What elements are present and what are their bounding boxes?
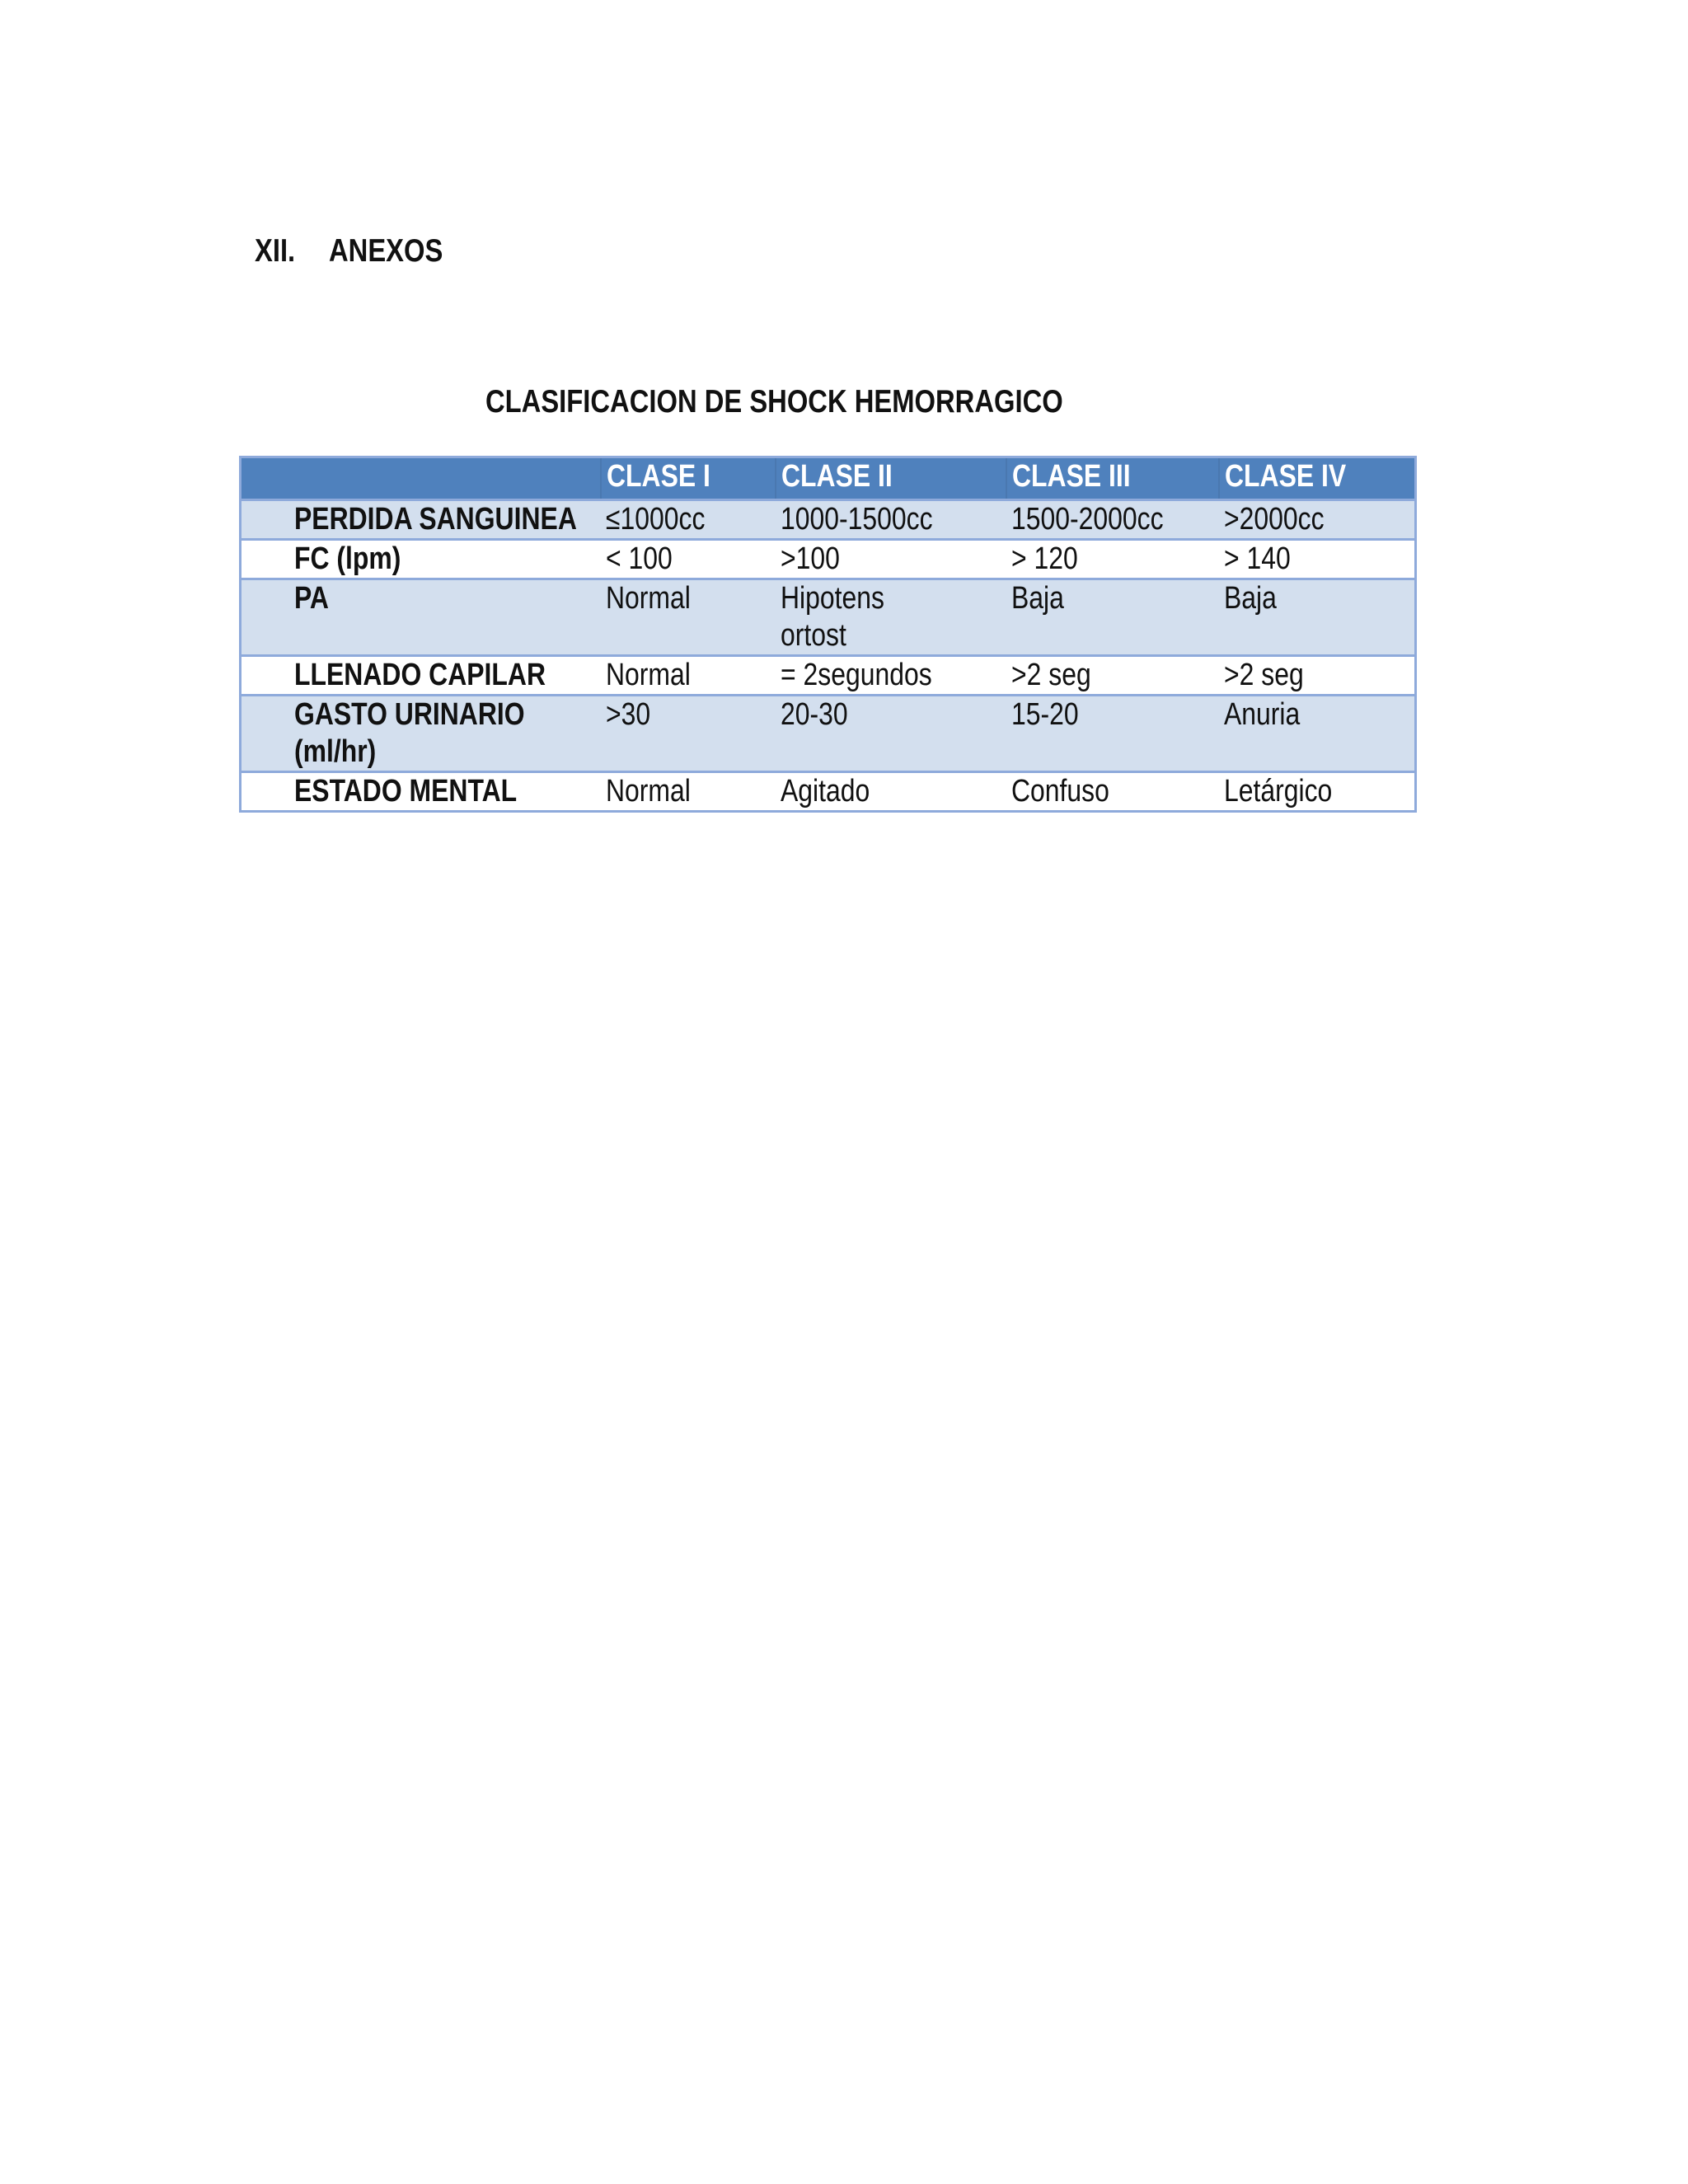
table-cell: Hipotens ortost (780, 581, 884, 653)
row-label: FC (lpm) (294, 541, 401, 576)
header-cell-empty (241, 457, 601, 500)
table-cell: > 140 (1223, 541, 1291, 576)
table-header-row (241, 457, 1416, 500)
table-cell: >30 (605, 697, 650, 732)
header-cell-clase-2: CLASE II (776, 457, 1006, 500)
table-cell: >2 seg (1223, 658, 1304, 692)
section-heading (255, 232, 465, 270)
section-title: ANEXOS (329, 233, 443, 269)
table-cell: ≤1000cc (605, 502, 705, 537)
table-cell: > 120 (1010, 541, 1078, 576)
table-row (241, 540, 1416, 579)
table-cell: 20-30 (780, 697, 848, 732)
shock-classification-table (239, 456, 1417, 813)
table-row (241, 500, 1416, 540)
row-label: ESTADO MENTAL (294, 774, 518, 808)
section-number: XII. (255, 233, 296, 269)
table-cell: 15-20 (1010, 697, 1079, 732)
table-row (241, 579, 1416, 656)
table-cell: < 100 (605, 541, 673, 576)
table-cell: >2000cc (1223, 502, 1325, 537)
table-cell: Anuria (1223, 697, 1300, 732)
table-cell: Agitado (780, 774, 870, 808)
table-cell: Letárgico (1223, 774, 1332, 808)
table-cell: Baja (1010, 581, 1064, 616)
table-cell: Baja (1223, 581, 1277, 616)
header-cell-clase-3: CLASE III (1006, 457, 1219, 500)
row-label: LLENADO CAPILAR (294, 658, 546, 692)
table-cell: 1000-1500cc (780, 502, 933, 537)
table-cell: = 2segundos (780, 658, 932, 692)
shock-classification-table-wrapper (239, 456, 1414, 813)
row-label: PERDIDA SANGUINEA (294, 502, 577, 537)
table-cell: Normal (605, 658, 691, 692)
table-cell: 1500-2000cc (1010, 502, 1164, 537)
row-label: PA (294, 581, 329, 616)
table-cell: Normal (605, 581, 691, 616)
table-cell: >2 seg (1010, 658, 1091, 692)
table-cell: Confuso (1010, 774, 1109, 808)
row-label: GASTO URINARIO (ml/hr) (294, 697, 525, 769)
table-cell: >100 (780, 541, 840, 576)
header-cell-clase-4: CLASE IV (1219, 457, 1416, 500)
table-title: CLASIFICACION DE SHOCK HEMORRAGICO (485, 384, 1063, 419)
table-cell: Normal (605, 774, 691, 808)
header-cell-clase-1: CLASE I (601, 457, 776, 500)
table-row (241, 656, 1416, 696)
table-row (241, 696, 1416, 772)
table-row (241, 772, 1416, 812)
